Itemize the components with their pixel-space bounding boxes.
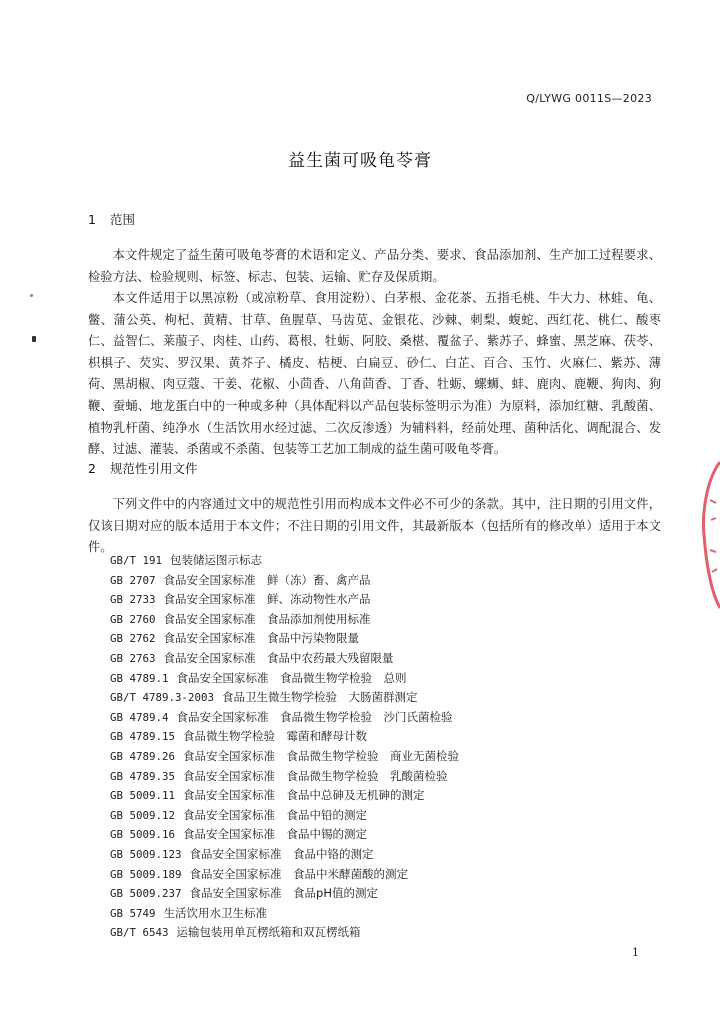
reference-code: GB 5009.12	[110, 808, 176, 822]
section-title: 范围	[110, 212, 136, 227]
reference-code: GB/T 191	[110, 554, 163, 567]
reference-item	[110, 825, 459, 845]
scan-speck	[30, 294, 33, 297]
reference-code: GB 2762	[110, 632, 156, 646]
section-number: 1	[88, 212, 96, 227]
page-number: 1	[632, 946, 639, 959]
reference-code: GB 4789.26	[110, 749, 176, 763]
reference-name: 食品安全国家标准 食品中农药最大残留限量	[163, 650, 394, 665]
section-heading-scope	[88, 210, 135, 228]
reference-item	[110, 747, 459, 767]
reference-code: GB 4789.1	[110, 671, 169, 685]
reference-code: GB/T 4789.3-2003	[110, 691, 215, 705]
reference-code: GB 2707	[110, 573, 156, 587]
reference-name: 食品安全国家标准 食品微生物学检验 总则	[176, 670, 407, 685]
section-number: 2	[88, 461, 96, 476]
reference-item	[110, 727, 459, 747]
reference-item	[110, 708, 459, 728]
reference-code: GB 5009.11	[110, 789, 176, 803]
reference-item	[110, 884, 459, 904]
reference-item	[110, 571, 459, 591]
reference-item	[110, 865, 459, 885]
reference-code: GB/T 6543	[110, 926, 169, 940]
reference-code: GB 5009.123	[110, 847, 182, 861]
reference-code: GB 5009.237	[110, 887, 182, 901]
reference-item	[110, 845, 459, 865]
reference-name: 食品安全国家标准 鲜、冻动物性水产品	[163, 592, 371, 607]
scope-paragraph-1: 本文件规定了益生菌可吸龟苓膏的术语和定义、产品分类、要求、食品添加剂、生产加工过程要求、检验方法、检验规则、标签、标志、包装、运输、贮存及保质期。	[88, 248, 661, 284]
reference-name: 包装储运图示标志	[170, 553, 263, 567]
reference-code: GB 4789.15	[110, 730, 176, 744]
reference-item	[110, 590, 459, 610]
reference-item	[110, 610, 459, 630]
reference-name: 食品安全国家标准 食品微生物学检验 乳酸菌检验	[183, 768, 448, 783]
section-title: 规范性引用文件	[110, 461, 198, 476]
reference-name: 生活饮用水卫生标准	[163, 905, 268, 920]
reference-name: 食品安全国家标准 食品中污染物限量	[163, 631, 360, 646]
reference-code: GB 4789.4	[110, 710, 169, 724]
red-seal-fragment	[698, 460, 720, 610]
reference-code: GB 2763	[110, 651, 156, 665]
reference-code: GB 2733	[110, 593, 156, 607]
reference-name: 食品安全国家标准 食品中锡的测定	[183, 827, 368, 842]
reference-code: GB 5009.16	[110, 828, 176, 842]
reference-code: GB 2760	[110, 612, 156, 626]
references-intro-paragraph: 下列文件中的内容通过文中的规范性引用而构成本文件必不可少的条款。其中，注日期的引用文件，仅该日期对应的版本适用于本文件；不注日期的引用文件，其最新版本（包括所有的修改单）适用于本文件。	[88, 497, 661, 555]
reference-code: GB 4789.35	[110, 769, 176, 783]
reference-name: 食品安全国家标准 食品中总砷及无机砷的测定	[183, 788, 425, 803]
reference-name: 食品安全国家标准 食品微生物学检验 沙门氏菌检验	[176, 709, 453, 724]
standard-code: Q/LYWG 0011S—2023	[526, 92, 652, 105]
reference-code: GB 5749	[110, 906, 156, 920]
reference-item	[110, 688, 459, 708]
reference-name: 食品安全国家标准 食品添加剂使用标准	[163, 611, 371, 626]
reference-name: 食品安全国家标准 食品pH值的测定	[189, 886, 378, 901]
reference-code: GB 5009.189	[110, 867, 182, 881]
reference-item	[110, 669, 459, 689]
reference-item	[110, 629, 459, 649]
reference-item	[110, 551, 459, 571]
reference-name: 食品安全国家标准 食品中铬的测定	[189, 846, 374, 861]
document-title: 益生菌可吸龟苓膏	[288, 151, 432, 171]
reference-item	[110, 923, 459, 943]
reference-name: 食品安全国家标准 鲜（冻）畜、禽产品	[163, 572, 371, 587]
reference-item	[110, 649, 459, 669]
reference-name: 食品安全国家标准 食品微生物学检验 商业无菌检验	[183, 748, 460, 763]
reference-name: 运输包装用单瓦楞纸箱和双瓦楞纸箱	[176, 925, 361, 940]
reference-list	[110, 551, 459, 943]
reference-name: 食品安全国家标准 食品中米酵菌酸的测定	[189, 866, 409, 881]
reference-item	[110, 904, 459, 924]
binding-mark	[32, 336, 36, 342]
section-heading-references	[88, 459, 198, 477]
scope-paragraph-2: 本文件适用于以黑凉粉（或凉粉草、食用淀粉）、白茅根、金花茶、五指毛桃、牛大力、林蛙、龟、鳖、蒲公英、枸杞、黄精、甘草、鱼腥草、马齿苋、金银花、沙棘、刺梨、蝮蛇、西红花、桃仁、酸枣仁、益智仁、莱菔子、肉桂、山药、葛根、牡蛎、阿胶、桑椹、覆盆子、紫苏子、蜂蜜、黑芝麻、茯苓、枳椇子、芡实、罗汉果、黄芥子、橘皮、桔梗、白扁豆、砂仁、白芷、百合、玉竹、火麻仁、紫苏、薄荷、黑胡椒、肉豆蔻、干姜、花椒、小茴香、八角茴香、丁香、牡蛎、螺蛳、蚌、鹿肉、鹿鞭、狗肉、狗鞭、蚕蛹、地龙蛋白中的一种或多种（具体配料以产品包装标签明示为准）为原料，添加红糖、乳酸菌、植物乳杆菌、纯净水（生活饮用水经过滤、二次反渗透）为辅料料，经前处理、菌种活化、调配混合、发酵、过滤、灌装、杀菌或不杀菌、包装等工艺加工制成的益生菌可吸龟苓膏。	[88, 291, 661, 457]
reference-name: 食品卫生微生物学检验 大肠菌群测定	[222, 690, 418, 705]
reference-name: 食品微生物学检验 霉菌和酵母计数	[183, 729, 368, 744]
reference-item	[110, 767, 459, 787]
reference-name: 食品安全国家标准 食品中铅的测定	[183, 807, 368, 822]
reference-item	[110, 786, 459, 806]
reference-item	[110, 806, 459, 826]
